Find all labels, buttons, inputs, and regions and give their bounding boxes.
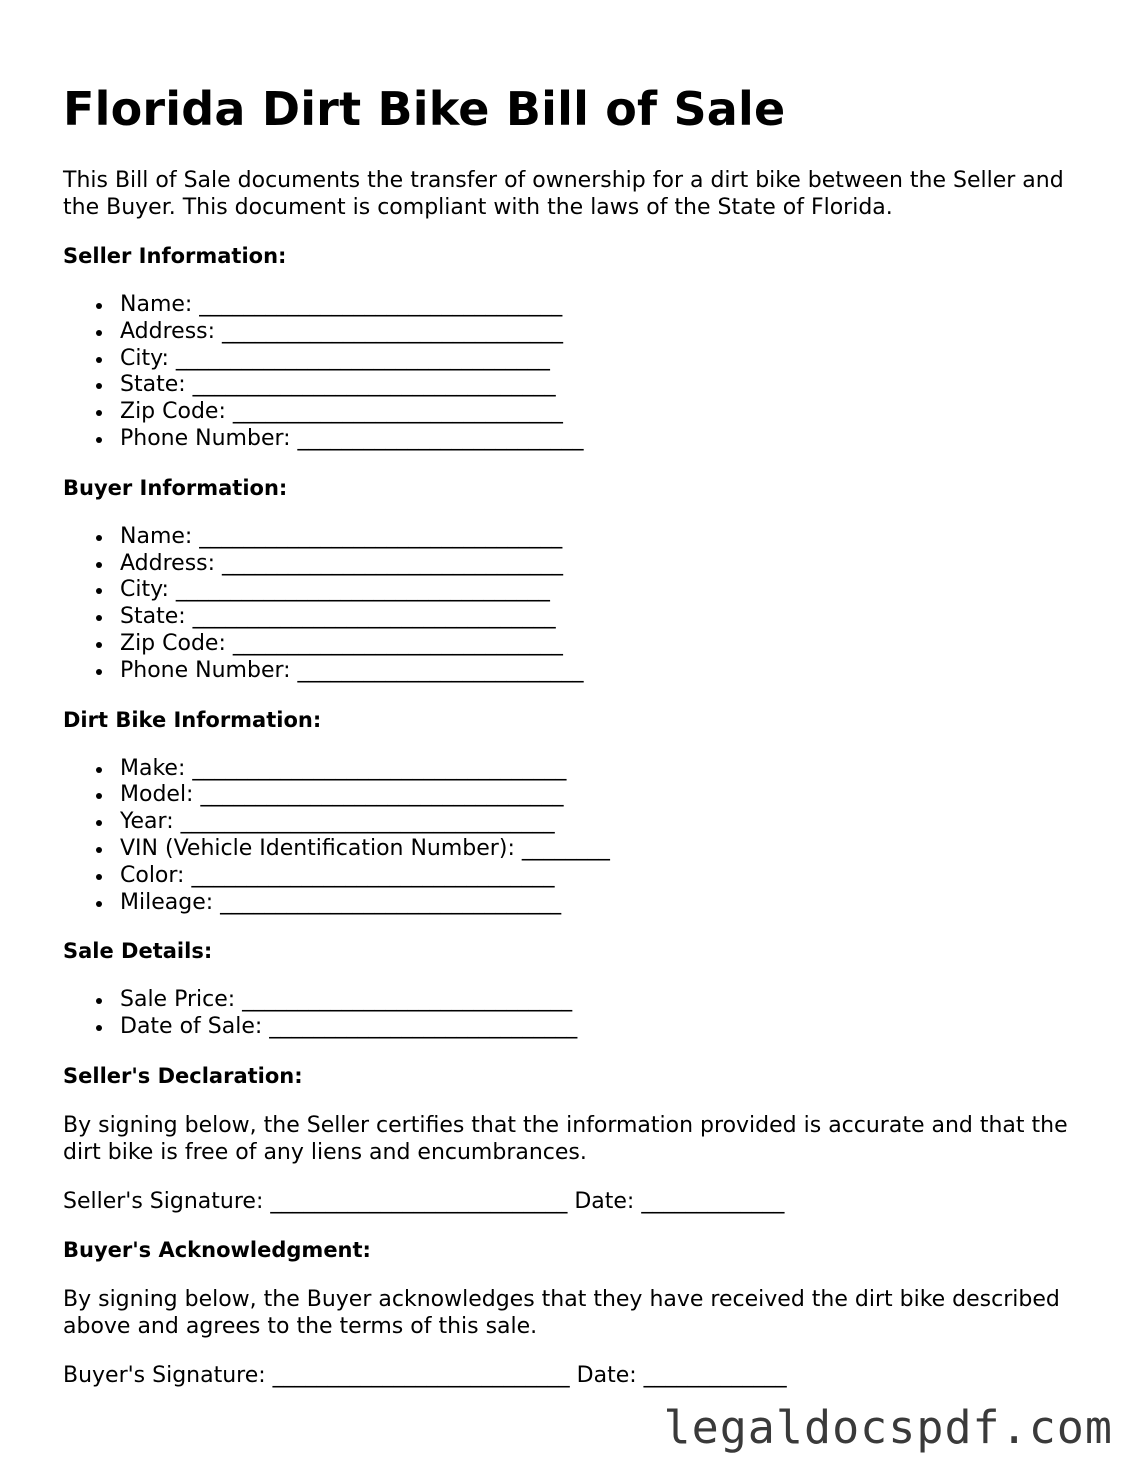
sale-details-heading: Sale Details: [63, 939, 213, 964]
buyer-name-field: Name: _________________________________ [120, 524, 1093, 551]
buyer-zip-field: Zip Code: ______________________________ [120, 631, 1093, 658]
seller-zip-field: Zip Code: ______________________________ [120, 399, 1093, 426]
buyer-address-field: Address: _______________________________ [120, 551, 1093, 578]
bike-model-field: Model: _________________________________ [120, 782, 1093, 809]
site-watermark: legaldocspdf.com [663, 1401, 1113, 1454]
seller-state-field: State: _________________________________ [120, 372, 1093, 399]
seller-signature-line: Seller's Signature: ___________________________ Date: _____________ [63, 1188, 785, 1214]
intro-paragraph: This Bill of Sale documents the transfer of ownership for a dirt bike between the Seller and the Buyer. This document is compliant with the laws of the State of Florida. [63, 168, 1064, 220]
bike-mileage-field: Mileage: _______________________________ [120, 890, 1093, 917]
bike-year-field: Year: __________________________________ [120, 809, 1093, 836]
buyer-acknowledgment-heading: Buyer's Acknowledgment: [63, 1237, 371, 1262]
seller-phone-field: Phone Number: __________________________ [120, 426, 1093, 453]
seller-info-list [63, 292, 1093, 453]
buyer-info-heading: Buyer Information: [63, 475, 288, 500]
seller-info-heading: Seller Information: [63, 244, 287, 268]
sale-price-field: Sale Price: ______________________________ [120, 987, 1093, 1014]
document-title: Florida Dirt Bike Bill of Sale [63, 82, 786, 136]
buyer-acknowledgment-text: By signing below, the Buyer acknowledges that they have received the dirt bike described above and agrees to the terms of this sale. [63, 1286, 1060, 1339]
seller-declaration-heading: Seller's Declaration: [63, 1063, 303, 1088]
buyer-signature-line: Buyer's Signature: ___________________________ Date: _____________ [63, 1362, 787, 1388]
bike-info-list [63, 756, 1093, 917]
buyer-city-field: City: __________________________________ [120, 577, 1093, 604]
buyer-info-list [63, 524, 1093, 685]
bike-info-heading: Dirt Bike Information: [63, 707, 322, 732]
seller-city-field: City: __________________________________ [120, 346, 1093, 373]
buyer-state-field: State: _________________________________ [120, 604, 1093, 631]
bike-color-field: Color: _________________________________ [120, 863, 1093, 890]
buyer-phone-field: Phone Number: __________________________ [120, 658, 1093, 685]
document-page [63, 0, 1093, 1389]
seller-declaration-text: By signing below, the Seller certifies that the information provided is accurate and that the dirt bike is free of any liens and encumbrances. [63, 1112, 1068, 1165]
sale-details-list [63, 987, 1093, 1041]
bike-vin-field: VIN (Vehicle Identification Number): ________ [120, 836, 1093, 863]
bike-make-field: Make: __________________________________ [120, 756, 1093, 783]
seller-name-field: Name: _________________________________ [120, 292, 1093, 319]
sale-date-field: Date of Sale: ____________________________ [120, 1014, 1093, 1041]
seller-address-field: Address: _______________________________ [120, 319, 1093, 346]
